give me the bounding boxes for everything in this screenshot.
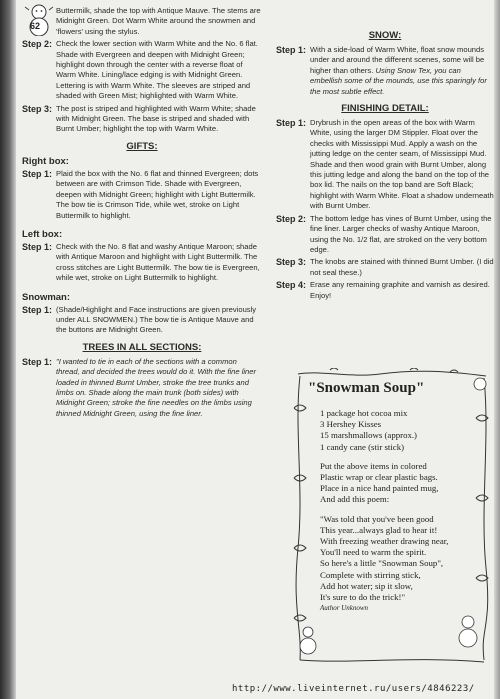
left-column	[22, 6, 262, 421]
instruction-line: Plastic wrap or clear plastic bags.	[320, 472, 438, 483]
step-label: Step 1:	[22, 304, 53, 315]
snow-heading: SNOW:	[368, 30, 402, 41]
step-text: Erase any remaining graphite and varnish as desired. Enjoy!	[310, 280, 490, 300]
snowman-heading: Snowman:	[22, 291, 71, 303]
right-box-step-1	[22, 169, 262, 221]
snowman-step-1	[22, 305, 262, 336]
step-text: The bottom ledge has vines of Burnt Umber, using the fine liner. Larger checks of washy Antique Maroon, using the No. 1/2 flat, are stroked on the very bottom edge.	[310, 213, 492, 254]
right-column	[276, 30, 494, 303]
poem-line: It's sure to do the trick!"	[320, 592, 406, 603]
ingredient: 15 marshmallows (approx.)	[320, 430, 417, 441]
left-box-heading: Left box:	[22, 228, 63, 240]
snow-text-italic: Using Snow Tex, you can embellish some of the mounds, use this sparingly for the most subtle effect.	[310, 65, 487, 96]
poem-line: You'll need to warm the spirit.	[320, 547, 427, 558]
trees-heading: TREES IN ALL SECTIONS:	[82, 341, 202, 353]
finishing-step-1	[276, 118, 494, 212]
poem-line: With freezing weather drawing near,	[320, 536, 449, 547]
step-label: Step 3:	[276, 257, 307, 268]
step-label: Step 1:	[22, 241, 53, 252]
page-edge	[494, 0, 500, 699]
left-box-step-1	[22, 242, 262, 284]
step-text: The knobs are stained with thinned Burnt Umber. (I did not seal these.)	[310, 257, 494, 277]
poem-line: Add hot water; sip it slow,	[320, 580, 413, 591]
step-text	[310, 45, 494, 97]
step-label: Step 1:	[22, 168, 53, 179]
poem-line: Complete with stirring stick,	[320, 569, 421, 580]
finishing-step-4	[276, 280, 494, 301]
recipe-body	[320, 408, 490, 614]
step-label: Step 1:	[22, 356, 53, 367]
step-label: Step 4:	[276, 280, 307, 291]
poem-author: Author Unknown	[320, 604, 369, 613]
finishing-heading: FINISHING DETAIL:	[341, 103, 429, 115]
poem-line: "Was told that you've been good	[320, 513, 434, 524]
step-3	[22, 104, 262, 135]
step-label: Step 1:	[276, 45, 307, 55]
source-url: http://www.liveinternet.ru/users/4846223/	[232, 684, 475, 694]
step-text: (Shade/Highlight and Face instructions are given previously under ALL SNOWMEN.) The bow tie is Antique Mauve and the buttons are Midnight Green.	[56, 304, 257, 335]
intro-text: Buttermilk, shade the top with Antique Mauve. The stems are Midnight Green. Dot Warm White around the snowmen and 'flowers' using the stylus.	[56, 6, 261, 36]
step-2	[22, 39, 262, 101]
step-text: The post is striped and highlighted with Warm White; shade with Midnight Green. The base is striped and shaded with Burnt Umber; highlight the top with Warm White.	[56, 103, 256, 134]
poem-line: So here's a little "Snowman Soup",	[320, 558, 444, 569]
step-label: Step 1:	[276, 118, 307, 129]
step-text: Plaid the box with the No. 6 flat and thinned Evergreen; dots between are with Crimson Tide. Shade with Evergreen, deepen with Midnight Green; highlight with Light Buttermilk. The bow tie is Crimson Tide, while wet, stroke on Light Buttermilk to highlight.	[56, 168, 259, 220]
step-label: Step 3:	[22, 103, 53, 114]
step-text: Check with the No. 8 flat and washy Antique Maroon; shade with Antique Maroon and highlight with Light Buttermilk. The cross stitches are Light Buttermilk. The bow tie is Evergreen, while wet, stroke on Light Buttermilk to highlight.	[56, 241, 260, 283]
ingredient: 3 Hershey Kisses	[320, 419, 382, 430]
book-spine	[0, 0, 16, 699]
finishing-step-2	[276, 214, 494, 256]
page-number: 62	[30, 21, 41, 31]
ingredient: 1 candy cane (stir stick)	[320, 441, 405, 452]
instruction-line: Put the above items in colored	[320, 460, 427, 471]
snowman-soup-recipe	[290, 368, 492, 668]
step-label: Step 2:	[22, 39, 53, 50]
right-box-heading: Right box:	[22, 155, 69, 167]
snow-text-plain: With a side-load of Warm White, float snow mounds under and around the different scenes, some will be higher than others.	[310, 45, 485, 75]
ingredient: 1 package hot cocoa mix	[320, 408, 408, 418]
recipe-title: "Snowman Soup"	[308, 380, 425, 396]
step-text: Check the lower section with Warm White and the No. 6 flat. Shade with Evergreen and deepen with Midnight Green; highlight down through the center with a reverse float of Warm White. Lining/lace edging is with Midnight Green. Lettering is with Warm White. The sleeves are striped and shaded with Green Mist; highlighted with Warm White.	[56, 39, 258, 101]
finishing-step-3	[276, 257, 494, 278]
poem-line: This year...always glad to hear it!	[320, 524, 438, 535]
step-label: Step 2:	[276, 213, 307, 224]
gifts-heading: GIFTS:	[126, 140, 158, 152]
trees-step-1	[22, 357, 262, 419]
instruction-line: And add this poem:	[320, 494, 390, 505]
instruction-line: Place in a nice hand painted mug,	[320, 483, 439, 494]
snow-step-1	[276, 45, 494, 97]
step-text: Drybrush in the open areas of the box with Warm White, using the larger DM Stippler. Float over the checks with Mississippi Mud. Apply a wash on the jutting ledge on the center seam, of Mississippi Mud. Shade and then wood grain with Burnt Umber, along this jutting ledge and along the band on the top of the box lid. The nails on the top band are Soft Black; highlight with Warm White. Float a shadow underneath with Burnt Umber.	[310, 118, 494, 211]
step-text: "I wanted to tie in each of the sections with a common thread, and decided the trees would do it. With the fine liner loaded in thinned Burnt Umber, stroke the tree trunks and limbs on. Shade along the main trunk (both sides) with Midnight Green; stroke the fine needles on the limbs using thinned Midnight Green, using the fine liner.	[56, 356, 257, 418]
